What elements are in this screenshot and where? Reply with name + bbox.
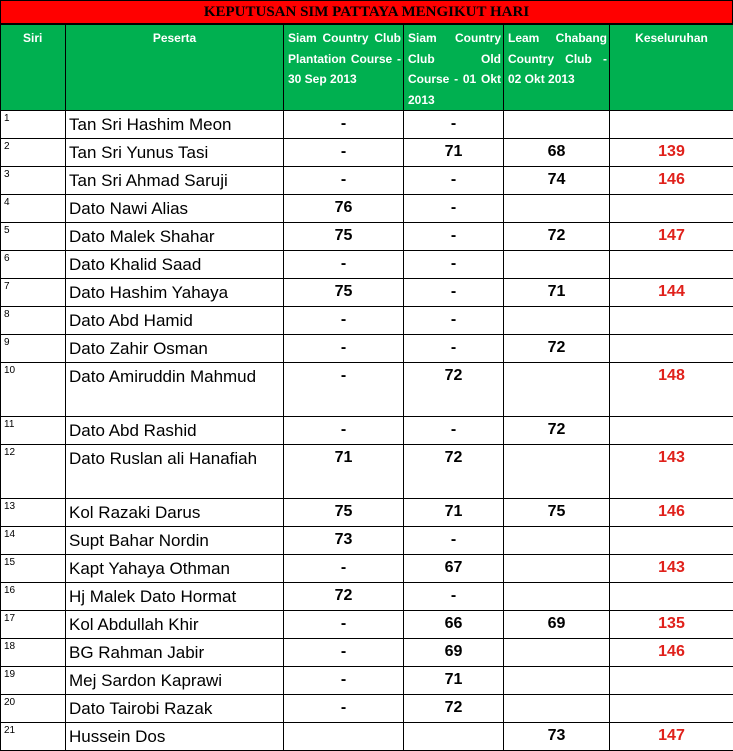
score-day2: 72 [404, 445, 504, 499]
row-number: 19 [1, 667, 66, 695]
score-total: 146 [610, 167, 733, 195]
score-day2: 67 [404, 555, 504, 583]
table-row [1, 417, 733, 445]
score-total [610, 251, 733, 279]
score-day2: - [404, 223, 504, 251]
row-number: 11 [1, 417, 66, 445]
table-row [1, 167, 733, 195]
table-row [1, 445, 733, 499]
score-day1: 73 [284, 527, 404, 555]
score-day1: - [284, 417, 404, 445]
table-row [1, 279, 733, 307]
participant-name: Dato Nawi Alias [66, 195, 284, 223]
score-day2: - [404, 583, 504, 611]
score-day3: 73 [504, 723, 610, 751]
score-total: 147 [610, 223, 733, 251]
participant-name: Dato Tairobi Razak [66, 695, 284, 723]
score-day1: - [284, 363, 404, 417]
score-day3: 71 [504, 279, 610, 307]
score-day1: - [284, 307, 404, 335]
sheet-title: KEPUTUSAN SIM PATTAYA MENGIKUT HARI [0, 0, 733, 24]
score-day2 [404, 723, 504, 751]
score-day2: - [404, 167, 504, 195]
table-row [1, 363, 733, 417]
score-day1: - [284, 335, 404, 363]
score-total [610, 527, 733, 555]
row-number: 18 [1, 639, 66, 667]
row-number: 4 [1, 195, 66, 223]
participant-name: Dato Ruslan ali Hanafiah [66, 445, 284, 499]
score-day1: 75 [284, 499, 404, 527]
score-day3 [504, 445, 610, 499]
score-total: 146 [610, 499, 733, 527]
score-day3: 72 [504, 223, 610, 251]
participant-name: Hussein Dos [66, 723, 284, 751]
score-day3: 68 [504, 139, 610, 167]
row-number: 15 [1, 555, 66, 583]
table-row [1, 335, 733, 363]
score-day2: - [404, 527, 504, 555]
results-table [0, 24, 733, 751]
score-day2: - [404, 195, 504, 223]
score-day1: - [284, 695, 404, 723]
score-total: 135 [610, 611, 733, 639]
score-total: 144 [610, 279, 733, 307]
score-day3 [504, 583, 610, 611]
score-day3 [504, 363, 610, 417]
table-row [1, 583, 733, 611]
participant-name: Kol Razaki Darus [66, 499, 284, 527]
score-day1: 75 [284, 223, 404, 251]
score-total: 143 [610, 555, 733, 583]
score-day1: - [284, 139, 404, 167]
row-number: 21 [1, 723, 66, 751]
row-number: 9 [1, 335, 66, 363]
participant-name: Dato Malek Shahar [66, 223, 284, 251]
score-day2: - [404, 251, 504, 279]
score-day3: 74 [504, 167, 610, 195]
score-day2: - [404, 307, 504, 335]
score-day1: - [284, 167, 404, 195]
score-day2: 69 [404, 639, 504, 667]
row-number: 7 [1, 279, 66, 307]
score-day1 [284, 723, 404, 751]
score-day1: - [284, 667, 404, 695]
header-day1 [284, 25, 404, 111]
score-day3: 72 [504, 417, 610, 445]
score-day3: 72 [504, 335, 610, 363]
participant-name: Dato Khalid Saad [66, 251, 284, 279]
score-day3 [504, 195, 610, 223]
score-total [610, 667, 733, 695]
row-number: 17 [1, 611, 66, 639]
score-day2: 71 [404, 667, 504, 695]
table-row [1, 527, 733, 555]
header-day2 [404, 25, 504, 111]
row-number: 20 [1, 695, 66, 723]
row-number: 10 [1, 363, 66, 417]
score-day3 [504, 111, 610, 139]
table-row [1, 611, 733, 639]
score-total [610, 111, 733, 139]
table-row [1, 251, 733, 279]
score-day2: 71 [404, 499, 504, 527]
score-total: 143 [610, 445, 733, 499]
participant-name: Dato Abd Hamid [66, 307, 284, 335]
header-total: Keseluruhan [610, 25, 733, 111]
participant-name: Mej Sardon Kaprawi [66, 667, 284, 695]
header-day2-label: Siam Country Club Old Course - 01 Okt 2013 [406, 28, 503, 110]
score-total [610, 417, 733, 445]
score-day3 [504, 667, 610, 695]
participant-name: Dato Amiruddin Mahmud [66, 363, 284, 417]
row-number: 8 [1, 307, 66, 335]
participant-name: Dato Zahir Osman [66, 335, 284, 363]
header-siri: Siri [1, 25, 66, 111]
table-row [1, 555, 733, 583]
score-total [610, 695, 733, 723]
header-peserta: Peserta [66, 25, 284, 111]
table-row [1, 499, 733, 527]
table-row [1, 307, 733, 335]
score-day1: - [284, 251, 404, 279]
header-day1-label: Siam Country Club Plantation Course - 30 Sep 2013 [286, 28, 403, 90]
score-total: 147 [610, 723, 733, 751]
table-body [1, 111, 733, 751]
row-number: 5 [1, 223, 66, 251]
header-day3 [504, 25, 610, 111]
score-total: 146 [610, 639, 733, 667]
row-number: 14 [1, 527, 66, 555]
score-day1: - [284, 611, 404, 639]
participant-name: BG Rahman Jabir [66, 639, 284, 667]
participant-name: Hj Malek Dato Hormat [66, 583, 284, 611]
score-day2: - [404, 111, 504, 139]
participant-name: Kapt Yahaya Othman [66, 555, 284, 583]
row-number: 1 [1, 111, 66, 139]
table-row [1, 695, 733, 723]
table-row [1, 639, 733, 667]
score-total [610, 335, 733, 363]
score-total [610, 307, 733, 335]
score-day2: - [404, 417, 504, 445]
score-total [610, 195, 733, 223]
score-total: 148 [610, 363, 733, 417]
row-number: 16 [1, 583, 66, 611]
participant-name: Tan Sri Ahmad Saruji [66, 167, 284, 195]
score-day1: 71 [284, 445, 404, 499]
row-number: 2 [1, 139, 66, 167]
score-day1: - [284, 639, 404, 667]
score-day3 [504, 695, 610, 723]
table-row [1, 223, 733, 251]
table-row [1, 723, 733, 751]
score-day3 [504, 527, 610, 555]
score-day1: - [284, 111, 404, 139]
table-row [1, 111, 733, 139]
participant-name: Tan Sri Yunus Tasi [66, 139, 284, 167]
score-day2: 72 [404, 695, 504, 723]
score-day3 [504, 639, 610, 667]
score-day3 [504, 555, 610, 583]
participant-name: Dato Hashim Yahaya [66, 279, 284, 307]
participant-name: Dato Abd Rashid [66, 417, 284, 445]
score-day2: 72 [404, 363, 504, 417]
row-number: 12 [1, 445, 66, 499]
score-day3: 75 [504, 499, 610, 527]
header-row [1, 25, 733, 111]
table-row [1, 139, 733, 167]
score-day1: 75 [284, 279, 404, 307]
score-day3: 69 [504, 611, 610, 639]
participant-name: Tan Sri Hashim Meon [66, 111, 284, 139]
score-day1: 72 [284, 583, 404, 611]
score-day3 [504, 251, 610, 279]
score-day1: 76 [284, 195, 404, 223]
score-day2: 66 [404, 611, 504, 639]
score-day2: 71 [404, 139, 504, 167]
row-number: 3 [1, 167, 66, 195]
table-row [1, 667, 733, 695]
header-day3-label: Leam Chabang Country Club - 02 Okt 2013 [506, 28, 609, 90]
score-day2: - [404, 279, 504, 307]
score-total: 139 [610, 139, 733, 167]
row-number: 13 [1, 499, 66, 527]
table-row [1, 195, 733, 223]
row-number: 6 [1, 251, 66, 279]
score-day1: - [284, 555, 404, 583]
score-day3 [504, 307, 610, 335]
score-total [610, 583, 733, 611]
participant-name: Kol Abdullah Khir [66, 611, 284, 639]
score-day2: - [404, 335, 504, 363]
participant-name: Supt Bahar Nordin [66, 527, 284, 555]
